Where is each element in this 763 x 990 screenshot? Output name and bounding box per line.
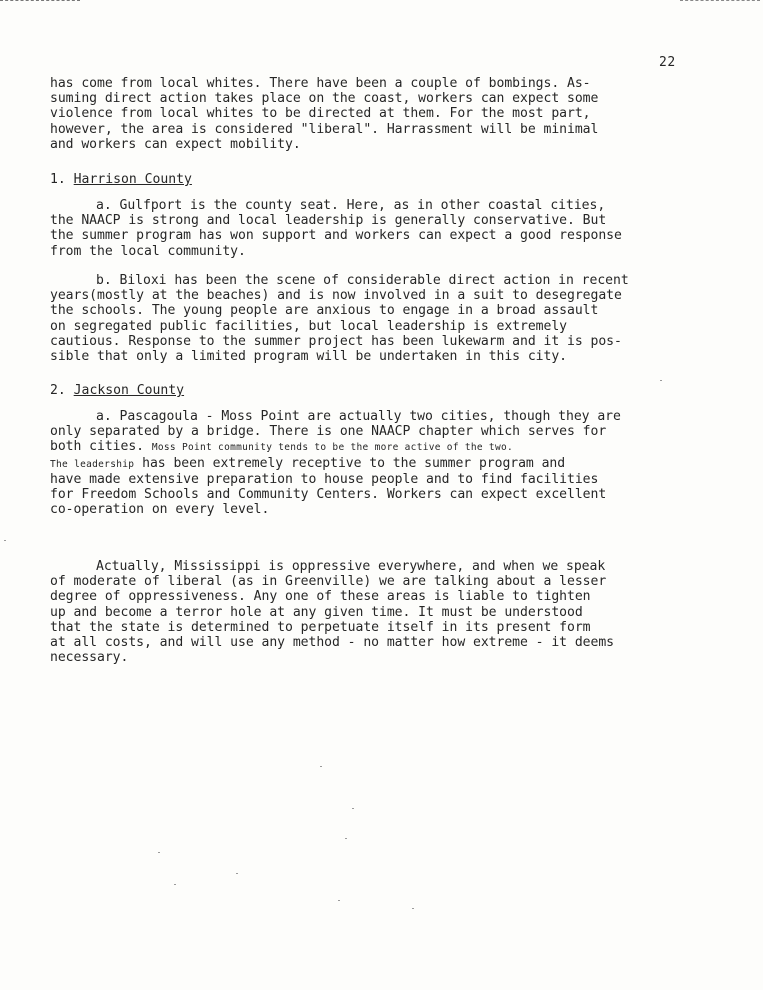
section-number: 2. (50, 383, 66, 398)
faded-text-fragment: The leadership (50, 458, 135, 470)
text-line: co-operation on every level. (50, 502, 270, 518)
text-line: however, the area is considered "liberal". Harrassment will be minimal (50, 121, 599, 137)
text-line: has come from local whites. There have been a couple of bombings. As- (50, 76, 591, 91)
scan-edge-mark (0, 0, 80, 3)
text-fragment: has been extremely receptive to the summer program and (134, 455, 566, 471)
text-line: at all costs, and will use any method - no matter how extreme - it deems (50, 635, 614, 651)
text-line (50, 439, 715, 455)
text-line: on segregated public facilities, but local leadership is extremely (50, 318, 567, 334)
text-line (50, 456, 715, 472)
scan-speck (4, 540, 6, 541)
text-line: the summer program has won support and workers can expect a good response (50, 228, 622, 244)
section-heading-jackson (50, 383, 184, 398)
text-line: cautious. Response to the summer project has been lukewarm and it is pos- (50, 333, 622, 349)
scan-speck (352, 808, 354, 809)
pascagoula-paragraph (50, 409, 715, 517)
text-line: a. Gulfport is the county seat. Here, as in other coastal cities, (96, 198, 606, 213)
text-line: a. Pascagoula - Moss Point are actually two cities, though they are (96, 409, 621, 424)
section-heading-harrison (50, 172, 192, 187)
text-line: violence from local whites to be directed at them. For the most part, (50, 106, 591, 122)
text-line: Actually, Mississippi is oppressive everywhere, and when we speak (96, 559, 606, 574)
page-number: 22 (659, 55, 676, 70)
text-line: suming direct action takes place on the coast, workers can expect some (50, 91, 599, 107)
section-number: 1. (50, 172, 66, 187)
text-line: and workers can expect mobility. (50, 136, 301, 152)
text-fragment: both cities. (50, 439, 152, 455)
biloxi-paragraph (50, 273, 715, 364)
text-line: degree of oppressiveness. Any one of these areas is liable to tighten (50, 589, 591, 605)
scan-speck (158, 852, 160, 853)
scan-speck (236, 873, 238, 874)
intro-paragraph (50, 76, 715, 152)
text-line: necessary. (50, 650, 129, 666)
text-line: years(mostly at the beaches) and is now involved in a suit to desegregate (50, 288, 622, 304)
text-line: that the state is determined to perpetuate itself in its present form (50, 619, 591, 635)
text-line: up and become a terror hole at any given time. It must be understood (50, 604, 583, 620)
text-line: from the local community. (50, 243, 246, 259)
text-line: only separated by a bridge. There is one NAACP chapter which serves for (50, 424, 607, 440)
gulfport-paragraph (50, 198, 715, 259)
scan-speck (345, 838, 347, 839)
scan-speck (660, 380, 662, 381)
scan-speck (320, 766, 322, 767)
text-line: of moderate of liberal (as in Greenville) we are talking about a lesser (50, 574, 607, 590)
text-line: the NAACP is strong and local leadership is generally conservative. But (50, 213, 607, 229)
section-title: Harrison County (73, 172, 192, 187)
scan-speck (338, 900, 340, 901)
scan-edge-mark (680, 0, 760, 3)
scan-speck (412, 908, 414, 909)
text-line: have made extensive preparation to house people and to find facilities (50, 471, 599, 487)
text-line: b. Biloxi has been the scene of considerable direct action in recent (96, 273, 629, 288)
closing-paragraph (50, 559, 715, 665)
scan-speck (174, 884, 176, 885)
text-line: for Freedom Schools and Community Centers. Workers can expect excellent (50, 487, 607, 503)
section-title: Jackson County (73, 383, 185, 398)
faded-text-fragment: Moss Point community tends to be the more active of the two. (151, 442, 514, 454)
text-line: sible that only a limited program will be undertaken in this city. (50, 349, 567, 365)
text-line: the schools. The young people are anxious to engage in a broad assault (50, 303, 599, 319)
